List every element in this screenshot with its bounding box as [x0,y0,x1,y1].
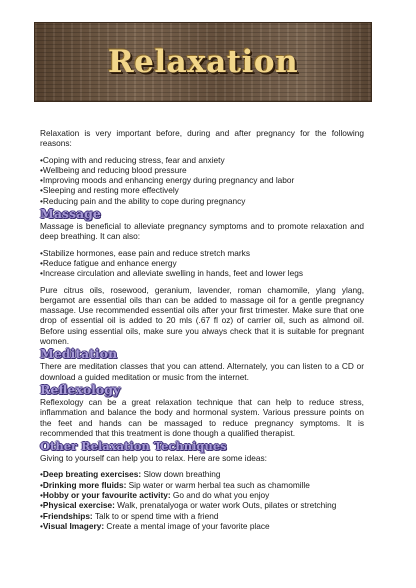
document-body [40,128,364,531]
massage-bullet-list [40,248,364,279]
meditation-paragraph: There are meditation classes that you can attend. Alternately, you can listen to a CD or download a guided meditation or music from the internet. [40,361,364,382]
technique-text: Talk to or spend time with a friend [92,510,219,521]
list-item: • Reduce fatigue and enhance energy [40,258,364,268]
list-item: • Increase circulation and alleviate swelling in hands, feet and lower legs [40,268,364,278]
list-item: • Improving moods and enhancing energy during pregnancy and labor [40,175,364,185]
technique-label: Drinking more fluids: [42,479,127,490]
techniques-bullet-list [40,469,364,531]
technique-text: Walk, prenatalyoga or water work Outs, pilates or stretching [114,500,337,511]
technique-label: Physical exercise: [42,500,115,511]
list-item [40,511,364,521]
technique-text: Sip water or warm herbal tea such as chamomille [126,479,310,490]
reflexology-paragraph: Reflexology can be a great relaxation technique that can help to reduce stress, inflammation and balance the body and hormonal system. Various pressure points on the feet and hands can be massaged to reduce pregnancy symptoms. It is recommended that this treatment is done though a qualified therapist. [40,396,364,438]
list-item [40,521,364,531]
banner-title: Relaxation [107,44,299,80]
technique-text: Create a mental image of your favorite place [104,520,270,531]
technique-text: Slow down breathing [141,469,221,480]
technique-label: Deep breating exercises: [42,469,142,480]
technique-label: Visual Imagery: [42,520,105,531]
massage-heading: Massage [40,206,101,222]
massage-paragraph: Massage is beneficial to alleviate pregnancy symptoms and to promote relaxation and deep breathing. It can also: [40,221,364,242]
list-item [40,480,364,490]
meditation-heading: Meditation [40,346,118,362]
other-techniques-paragraph: Giving to yourself can help you to relax. Here are some ideas: [40,453,267,464]
list-item [40,500,364,510]
technique-text: Go and do what you enjoy [170,490,270,501]
essential-oils-paragraph: Pure citrus oils, rosewood, geranium, lavender, roman chamomile, ylang ylang, bergamot are essential oils than can be added to massage oil for a gentle pregnancy massage. Use recommended essential oils after your first trimester. Make sure that one drop of essential oil is added to 20 mls (.67 fl oz) of carrier oil, such as almond oil. Before using essential oils, make sure you always check that it is suitable for pregnant women. [40,284,364,347]
title-banner [34,22,372,102]
list-item: • Sleeping and resting more effectively [40,185,364,195]
technique-label: Hobby or your favourite activity: [42,490,171,501]
reflexology-heading: Reflexology [40,381,121,397]
list-item [40,490,364,500]
list-item: • Wellbeing and reducing blood pressure [40,165,364,175]
technique-label: Friendships: [42,510,93,521]
intro-paragraph: Relaxation is very important before, during and after pregnancy for the following reasons: [40,128,364,149]
list-item: • Coping with and reducing stress, fear and anxiety [40,155,364,165]
list-item [40,469,364,479]
other-techniques-heading: Other Relaxation Techniques [40,439,227,454]
list-item: • Reducing pain and the ability to cope during pregnancy [40,196,364,206]
intro-bullet-list [40,155,364,206]
list-item: • Stabilize hormones, ease pain and reduce stretch marks [40,248,364,258]
